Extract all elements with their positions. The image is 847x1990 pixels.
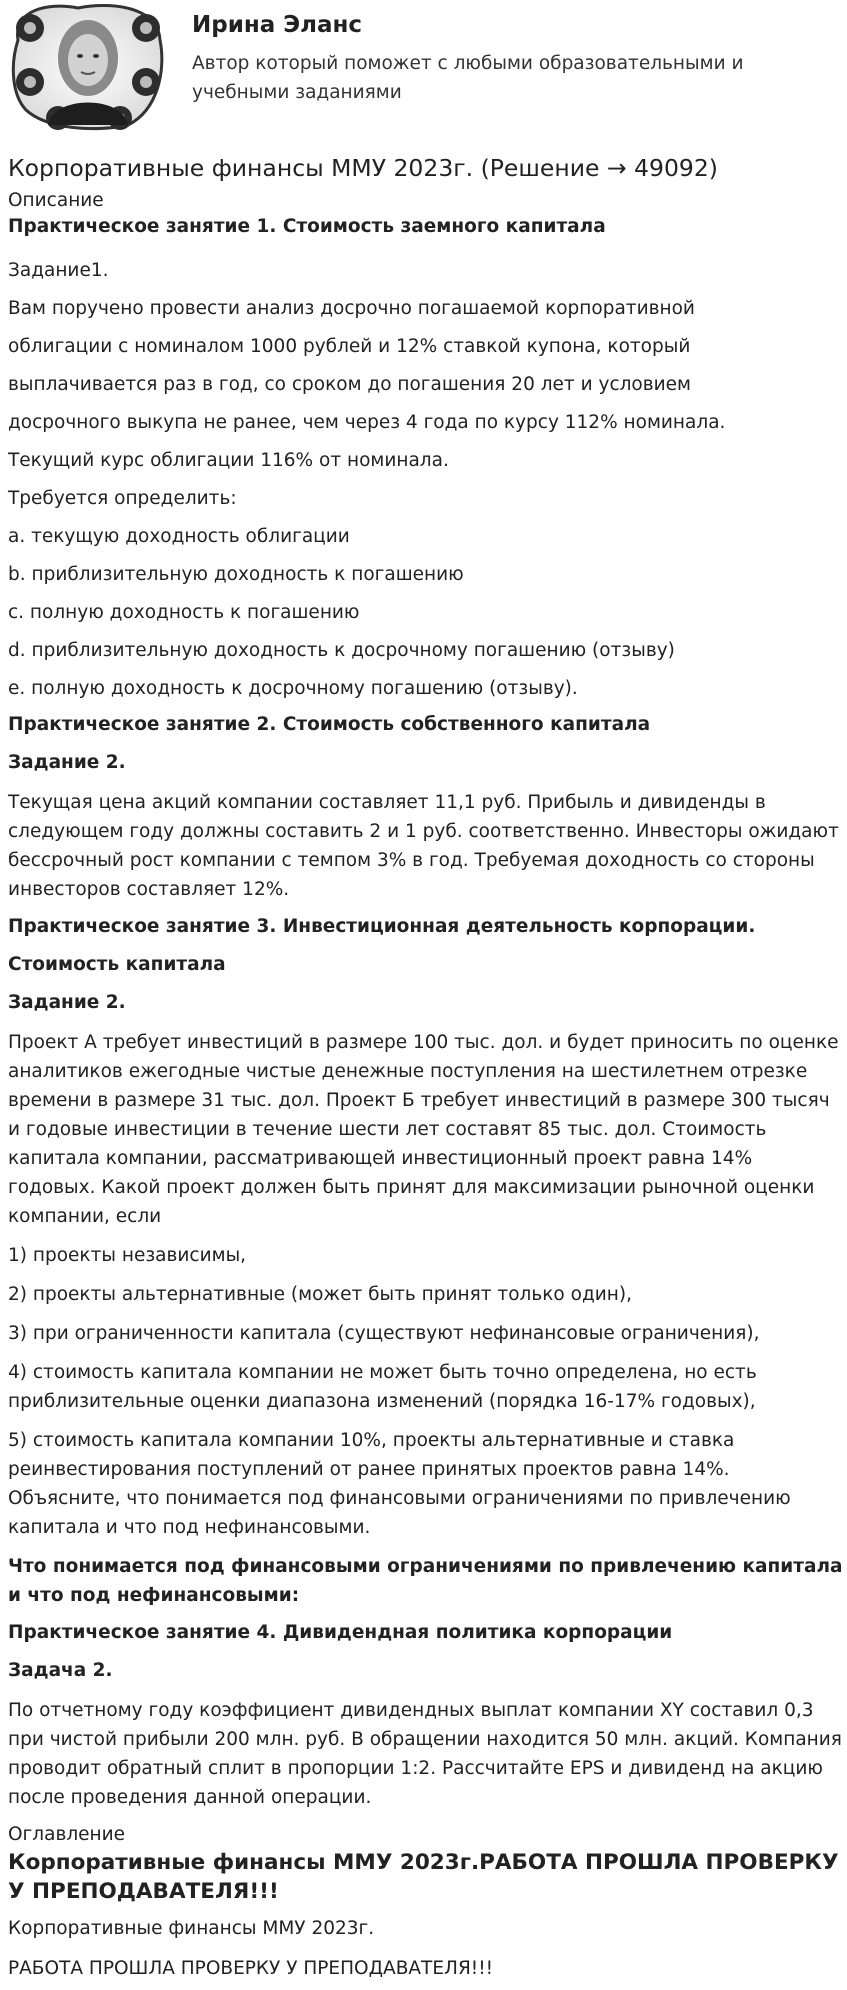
author-description: Автор который поможет с любыми образовательными и учебными заданиями [192, 53, 744, 103]
practice1-line: d. приблизительную доходность к досрочному погашению (отзыву) [8, 640, 675, 661]
practice3-item: 5) стоимость капитала компании 10%, проекты альтернативные и ставка реинвестирования поступлений от ранее принятых проектов равна 14%. Объясните, что понимается под финансовыми ограничениями по привлечению капитала и что под нефинансовыми. [8, 1430, 791, 1538]
description-label: Описание [8, 190, 104, 211]
practice2-text: Текущая цена акций компании составляет 11,1 руб. Прибыль и дивиденды в следующем году должны составить 2 и 1 руб. соответственно. Инвесторы ожидают бессрочный рост компании с темпом 3% в год. Требуемая доходность со стороны инвесторов составляет 12%. [8, 792, 839, 900]
author-card [8, 0, 843, 140]
page-title: Корпоративные финансы ММУ 2023г. (Решение → 49092) [8, 154, 718, 182]
practice1-heading: Практическое занятие 1. Стоимость заемного капитала [8, 216, 606, 237]
practice4-task: Задача 2. [8, 1660, 113, 1681]
practice1-line: выплачивается раз в год, со сроком до погашения 20 лет и условием [8, 374, 692, 395]
practice1-line: e. полную доходность к досрочному погашению (отзыву). [8, 678, 578, 699]
practice3-task: Задание 2. [8, 992, 126, 1013]
author-avatar[interactable] [8, 0, 168, 132]
practice3-heading: Практическое занятие 3. Инвестиционная деятельность корпорации. [8, 916, 756, 937]
practice1-line: c. полную доходность к погашению [8, 602, 360, 623]
practice1-line: Задание1. [8, 260, 109, 281]
practice3-subheading: Стоимость капитала [8, 954, 226, 975]
practice4-heading: Практическое занятие 4. Дивидендная политика корпорации [8, 1622, 673, 1643]
practice3-item: 1) проекты независимы, [8, 1245, 247, 1266]
toc-label: Оглавление [8, 1824, 126, 1845]
practice3-item: 3) при ограниченности капитала (существуют нефинансовые ограничения), [8, 1323, 760, 1344]
toc-line: Корпоративные финансы ММУ 2023г. [8, 1918, 375, 1939]
practice1-line: b. приблизительную доходность к погашению [8, 564, 464, 585]
practice3-question: Что понимается под финансовыми ограничениями по привлечению капитала и что под нефинансовыми: [8, 1556, 843, 1606]
practice3-item: 2) проекты альтернативные (может быть принят только один), [8, 1284, 632, 1305]
practice2-heading: Практическое занятие 2. Стоимость собственного капитала [8, 714, 651, 735]
author-name[interactable]: Ирина Эланс [192, 12, 363, 38]
practice1-line: Вам поручено провести анализ досрочно погашаемой корпоративной [8, 298, 695, 319]
toc-title: Корпоративные финансы ММУ 2023г.РАБОТА ПРОШЛА ПРОВЕРКУ У ПРЕПОДАВАТЕЛЯ!!! [8, 1850, 839, 1904]
practice4-text: По отчетному году коэффициент дивидендных выплат компании XY составил 0,3 при чистой прибыли 200 млн. руб. В обращении находится 50 млн. акций. Компания проводит обратный сплит в пропорции 1:2. Рассчитайте EPS и дивиденд на акцию после проведения данной операции. [8, 1700, 842, 1808]
practice3-text: Проект А требует инвестиций в размере 100 тыс. дол. и будет приносить по оценке аналитиков ежегодные чистые денежные поступления на шестилетнем отрезке времени в размере 31 тыс. дол. Проект Б требует инвестиций в размере 300 тысяч и годовые инвестиции в течение шести лет составят 85 тыс. дол. Стоимость капитала компании, рассматривающей инвестиционный проект равна 14% годовых. Какой проект должен быть принят для максимизации рыночной оценки компании, если [8, 1032, 839, 1227]
practice1-line: Требуется определить: [8, 488, 237, 509]
practice1-line: a. текущую доходность облигации [8, 526, 350, 547]
toc-line: РАБОТА ПРОШЛА ПРОВЕРКУ У ПРЕПОДАВАТЕЛЯ!!! [8, 1958, 494, 1979]
practice3-item: 4) стоимость капитала компании не может быть точно определена, но есть приблизительные оценки диапазона изменений (порядка 16-17% годовых), [8, 1362, 757, 1412]
practice1-line: облигации с номиналом 1000 рублей и 12% ставкой купона, который [8, 336, 691, 357]
practice1-line: досрочного выкупа не ранее, чем через 4 года по курсу 112% номинала. [8, 412, 726, 433]
practice1-line: Текущий курс облигации 116% от номинала. [8, 450, 449, 471]
practice1-body [8, 252, 843, 708]
practice2-task: Задание 2. [8, 752, 126, 773]
